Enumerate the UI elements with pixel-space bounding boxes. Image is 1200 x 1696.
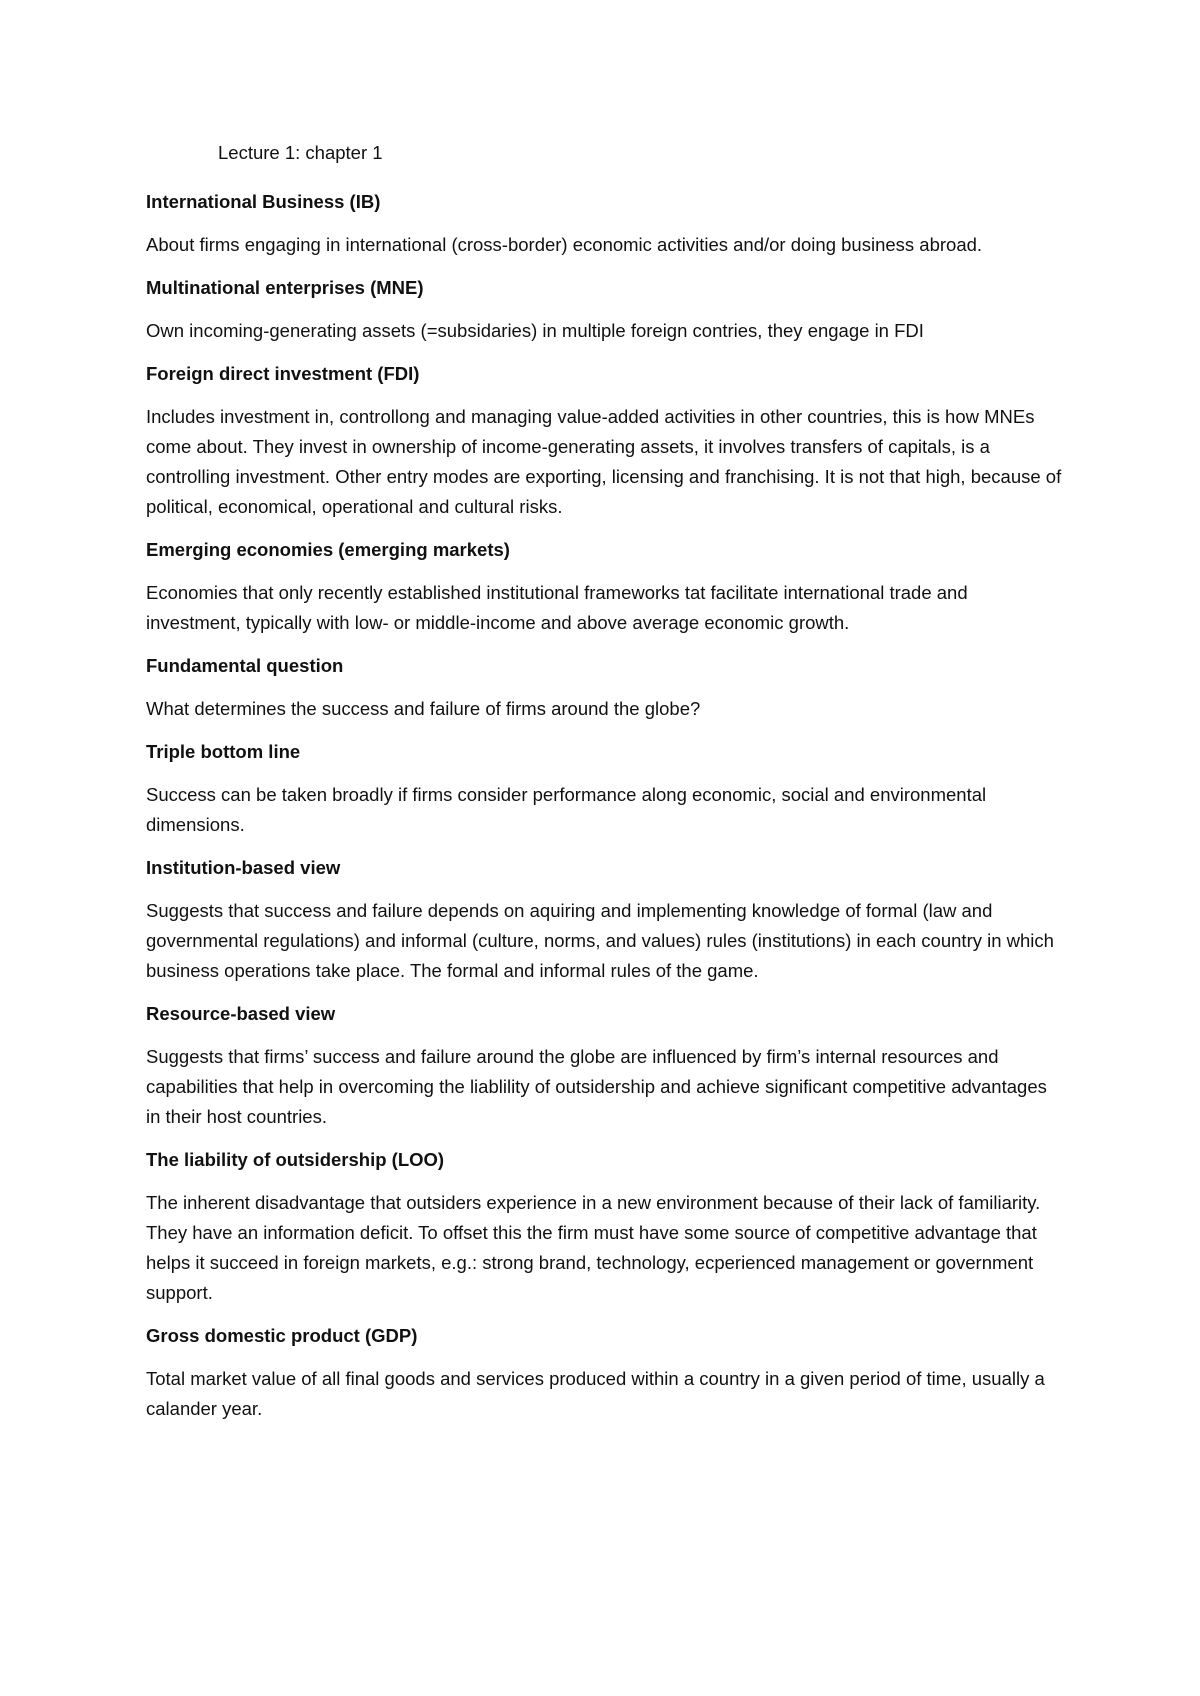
section-liability-of-outsidership: [146, 1145, 1066, 1308]
section-body: Suggests that firms’ success and failure around the globe are influenced by firm’s internal resources and capabilities that help in overcoming the liablility of outsidership and achieve significant competitive advantages in their host countries.: [146, 1046, 1047, 1127]
section-emerging-economies: [146, 535, 1066, 638]
section-body: Total market value of all final goods and services produced within a country in a given period of time, usually a calander year.: [146, 1368, 1045, 1419]
section-heading: Gross domestic product (GDP): [146, 1325, 418, 1346]
section-heading: Triple bottom line: [146, 741, 301, 762]
section-heading: Foreign direct investment (FDI): [146, 363, 420, 384]
section-fundamental-question: [146, 651, 1066, 724]
section-resource-based-view: [146, 999, 1066, 1132]
document-title: Lecture 1: chapter 1: [218, 142, 383, 163]
section-body: Own incoming-generating assets (=subsidaries) in multiple foreign contries, they engage in FDI: [146, 320, 924, 341]
section-heading: Emerging economies (emerging markets): [146, 539, 510, 560]
section-heading: Resource-based view: [146, 1003, 336, 1024]
section-body: Suggests that success and failure depends on aquiring and implementing knowledge of formal (law and governmental regulations) and informal (culture, norms, and values) rules (institutions) in each country in which business operations take place. The formal and informal rules of the game.: [146, 900, 1054, 981]
section-heading: Multinational enterprises (MNE): [146, 277, 424, 298]
section-heading: Institution-based view: [146, 857, 341, 878]
section-triple-bottom-line: [146, 737, 1066, 840]
section-fdi: [146, 359, 1066, 522]
section-body: Success can be taken broadly if firms consider performance along economic, social and environmental dimensions.: [146, 784, 987, 835]
section-body: Includes investment in, controllong and managing value-added activities in other countries, this is how MNEs come about. They invest in ownership of income-generating assets, it involves transfers of capitals, is a controlling investment. Other entry modes are exporting, licensing and franchising. It is not that high, because of political, economical, operational and cultural risks.: [146, 406, 1062, 517]
section-heading: Fundamental question: [146, 655, 344, 676]
section-body: About firms engaging in international (cross-border) economic activities and/or doing business abroad.: [146, 234, 983, 255]
section-heading: The liability of outsidership (LOO): [146, 1149, 445, 1170]
section-body: The inherent disadvantage that outsiders experience in a new environment because of their lack of familiarity. They have an information deficit. To offset this the firm must have some source of competitive advantage that helps it succeed in foreign markets, e.g.: strong brand, technology, ecperienced management or government support.: [146, 1192, 1041, 1303]
section-body: Economies that only recently established institutional frameworks tat facilitate international trade and investment, typically with low- or middle-income and above average economic growth.: [146, 582, 968, 633]
section-body: What determines the success and failure of firms around the globe?: [146, 698, 701, 719]
section-heading: International Business (IB): [146, 191, 381, 212]
section-mne: [146, 273, 1066, 346]
section-gdp: [146, 1321, 1066, 1424]
section-institution-based-view: [146, 853, 1066, 986]
section-ib: [146, 187, 1066, 260]
document-page: [146, 138, 1066, 1437]
